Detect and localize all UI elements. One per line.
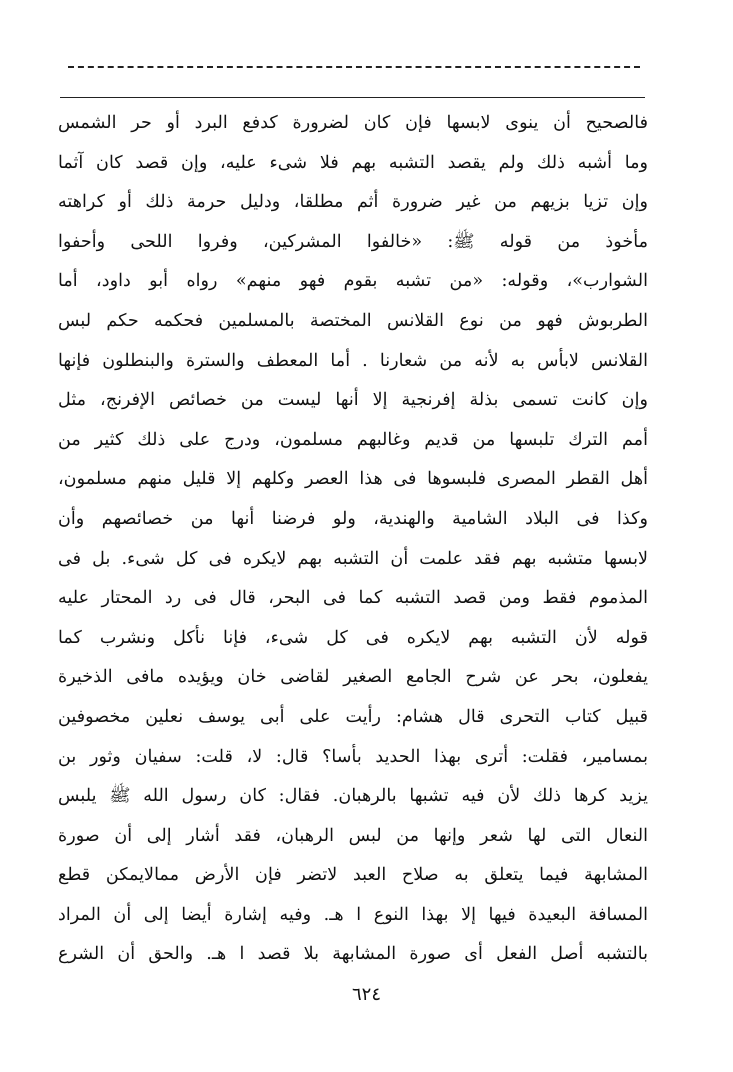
text-line: المشابهة فيما يتعلق به صلاح العبد لاتضر فإن الأرض ممالايمكن قطع [58, 865, 648, 886]
text-line: فالصحيح أن ينوى لابسها فإن كان لضرورة كدفع البرد أو حر الشمس [58, 113, 648, 133]
header-rule [60, 97, 645, 98]
text-line: لابسها متشبه بهم فقد علمت أن التشبه بهم لايكره فى كل شىء. بل فى [58, 548, 648, 569]
text-line: أمم الترك تلبسها من قديم وغالبهم مسلمون، ودرج على ذلك كثير من [58, 429, 648, 450]
text-line: قبيل كتاب التحرى قال هشام: رأيت على أبى يوسف نعلين مخصوفين [58, 706, 648, 727]
text-line: المذموم فقط ومن قصد التشبه كما فى البحر، قال فى رد المحتار عليه [58, 588, 648, 609]
text-line: وكذا فى البلاد الشامية والهندية، ولو فرضنا أنها من خصائصهم وأن [58, 508, 648, 529]
text-line: بالتشبه أصل الفعل أى صورة المشابهة بلا قصد ا هـ. والحق أن الشرع [58, 944, 648, 965]
text-line: قوله لأن التشبه بهم لايكره فى كل شىء، فإنا نأكل ونشرب كما [58, 627, 648, 648]
body-text [58, 104, 648, 975]
text-line: أهل القطر المصرى فلبسوها فى هذا العصر وكلهم إلا قليل منهم مسلمون، [58, 469, 648, 490]
text-line: يفعلون، بحر عن شرح الجامع الصغير لقاضى خان ويؤيده مافى الذخيرة [58, 667, 648, 688]
dashed-divider [68, 66, 640, 68]
text-line: وإن تزيا بزيهم من غير ضرورة أثم مطلقا، ودليل حرمة ذلك أو كراهته [58, 192, 648, 213]
text-line: الشوارب»، وقوله: «من تشبه بقوم فهو منهم» رواه أبو داود، أما [58, 271, 648, 292]
page-number: ٦٢٤ [351, 984, 381, 1005]
text-line: القلانس لابأس به لأنه من شعارنا . أما المعطف والسترة والبنطلون فإنها [58, 350, 648, 371]
text-line: بمسامير، فقلت: أترى بهذا الحديد بأسا؟ قال: لا، قلت: سفيان وثور بن [58, 746, 648, 767]
text-line: مأخوذ من قوله ﷺ: «خالفوا المشركين، وفروا اللحى وأحفوا [58, 231, 648, 252]
text-line: وإن كانت تسمى بذلة إفرنجية إلا أنها ليست من خصائص الإفرنج، مثل [58, 390, 648, 411]
text-line: يزيد كرها ذلك لأن فيه تشبها بالرهبان. فقال: كان رسول الله ﷺ يلبس [58, 786, 648, 807]
text-line: وما أشبه ذلك ولم يقصد التشبه بهم فلا شىء عليه، وإن قصد كان آثما [58, 152, 648, 173]
text-line: الطربوش فهو من نوع القلانس المختصة بالمسلمين فحكمه حكم لبس [58, 310, 648, 331]
text-line: النعال التى لها شعر وإنها من لبس الرهبان، فقد أشار إلى أن صورة [58, 825, 648, 846]
text-line: المسافة البعيدة فيها إلا بهذا النوع ا هـ. وفيه إشارة أيضا إلى أن المراد [58, 904, 648, 925]
